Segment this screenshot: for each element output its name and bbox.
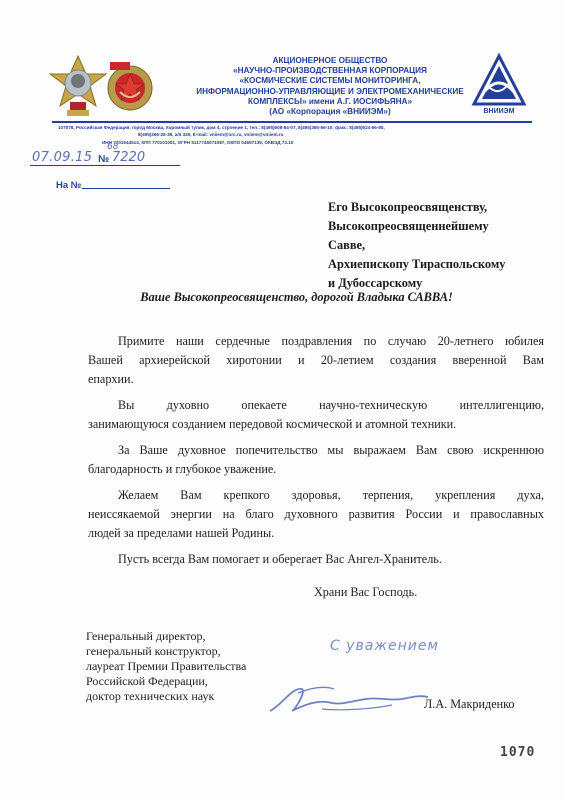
body-line: За Ваше духовное попечительство мы выражаем Вам свою искреннюю — [118, 443, 544, 457]
body-line: людей за пределами нашей Родины. — [88, 526, 275, 540]
org-line: «НАУЧНО-ПРОИЗВОДСТВЕННАЯ КОРПОРАЦИЯ — [233, 66, 427, 76]
contact-ids: ИНН 7701944514, КПП 770101001, ОГРН 5117746071087, ОКПО 04657139, ОКВЭД 73.10 — [102, 139, 294, 145]
addressee-line: Архиепископу Тираспольскому — [328, 257, 506, 271]
outgoing-number: 7220 — [112, 150, 146, 165]
closing-line: Храни Вас Господь. — [314, 585, 418, 599]
org-line: «КОСМИЧЕСКИЕ СИСТЕМЫ МОНИТОРИНГА, — [239, 76, 421, 86]
body-line: епархии. — [88, 372, 134, 386]
signer-title-line: доктор технических наук — [86, 689, 215, 703]
body-line: благодарность и глубокое уважение. — [88, 462, 277, 476]
body-paragraph — [88, 550, 544, 569]
addressee-line: Высокопреосвященнейшему — [328, 219, 489, 233]
signer-title-line: лауреат Премии Правительства — [86, 659, 247, 673]
letter-body — [88, 332, 544, 576]
contact-details — [58, 124, 538, 146]
addressee-line: Савве, — [328, 238, 366, 252]
signer-name: Л.А. Макриденко — [424, 697, 515, 711]
body-line: неиссякаемой энергии на благо духовного развития России и православных — [88, 507, 544, 521]
signer-title-line: Генеральный директор, — [86, 629, 206, 643]
handwritten-regards: С уважением — [330, 638, 439, 654]
letterhead-divider — [52, 121, 532, 123]
org-line: ИНФОРМАЦИОННО-УПРАВЛЯЮЩИЕ И ЭЛЕКТРОМЕХАНИЧЕСКИЕ — [196, 86, 464, 96]
signer-title-line: Российской Федерации, — [86, 674, 208, 688]
body-paragraph — [88, 486, 544, 543]
body-line: Пусть всегда Вам помогает и оберегает Вас Ангел-Хранитель. — [118, 552, 442, 566]
body-line: Примите наши сердечные поздравления по случаю 20-летнего юбилея — [118, 334, 544, 348]
body-line: занимающуюся созданием передовой космической и атомной техники. — [88, 417, 457, 431]
body-paragraph — [88, 396, 544, 434]
outgoing-number-prefix: 68 — [107, 142, 119, 152]
contact-phones: 8(495)366-26-38, а/я 325, E-mail: vniiem@orc.ru, vniiem@vniiem.ru — [138, 132, 284, 138]
org-line: КОМПЛЕКСЫ» имени А.Г. ИОСИФЬЯНА» — [247, 96, 413, 106]
logo-label: ВНИИЭМ — [483, 108, 515, 115]
addressee-line: и Дубоссарскому — [328, 276, 423, 290]
body-paragraph — [88, 332, 544, 389]
body-line: Желаем Вам крепкого здоровья, терпения, укрепления духа, — [118, 488, 544, 502]
outgoing-number-label: № — [98, 154, 110, 165]
body-paragraph — [88, 441, 544, 479]
addressee-line: Его Высокопреосвященству, — [328, 200, 488, 214]
signer-titles — [86, 629, 286, 704]
body-line: Вы духовно опекаете научно-техническую интеллигенцию, — [118, 398, 544, 412]
handwritten-signature — [262, 675, 432, 720]
order-of-lenin-icon — [50, 56, 106, 116]
reference-underline — [82, 188, 170, 189]
organization-name — [190, 56, 470, 117]
registration-stamp-number: 1070 — [500, 745, 536, 760]
salutation: Ваше Высокопреосвященство, дорогой Владыка САВВА! — [140, 290, 453, 304]
state-orders-emblem — [48, 52, 168, 122]
outgoing-date: 07.09.15 — [32, 150, 93, 165]
order-of-red-banner-icon — [108, 62, 152, 110]
signer-title-line: генеральный конструктор, — [86, 644, 221, 658]
org-line: (АО «Корпорация «ВНИИЭМ») — [269, 107, 391, 117]
org-line: АКЦИОНЕРНОЕ ОБЩЕСТВО — [272, 56, 388, 65]
outgoing-underline — [30, 165, 180, 166]
contact-address: 107078, Российская Федерация, город Москва, Хоромный тупик, дом 4, строение 1, тел.: 8(495)608-84-07, 8(495)365-56-10; факс: 8(495)624-66-85, — [58, 125, 385, 130]
vniiem-logo-icon — [470, 52, 528, 114]
body-line: Вашей архиерейской хиротонии и 20-летием создания вверенной Вам — [88, 353, 544, 367]
addressee-block — [328, 198, 548, 293]
reference-label: На № — [56, 180, 82, 191]
